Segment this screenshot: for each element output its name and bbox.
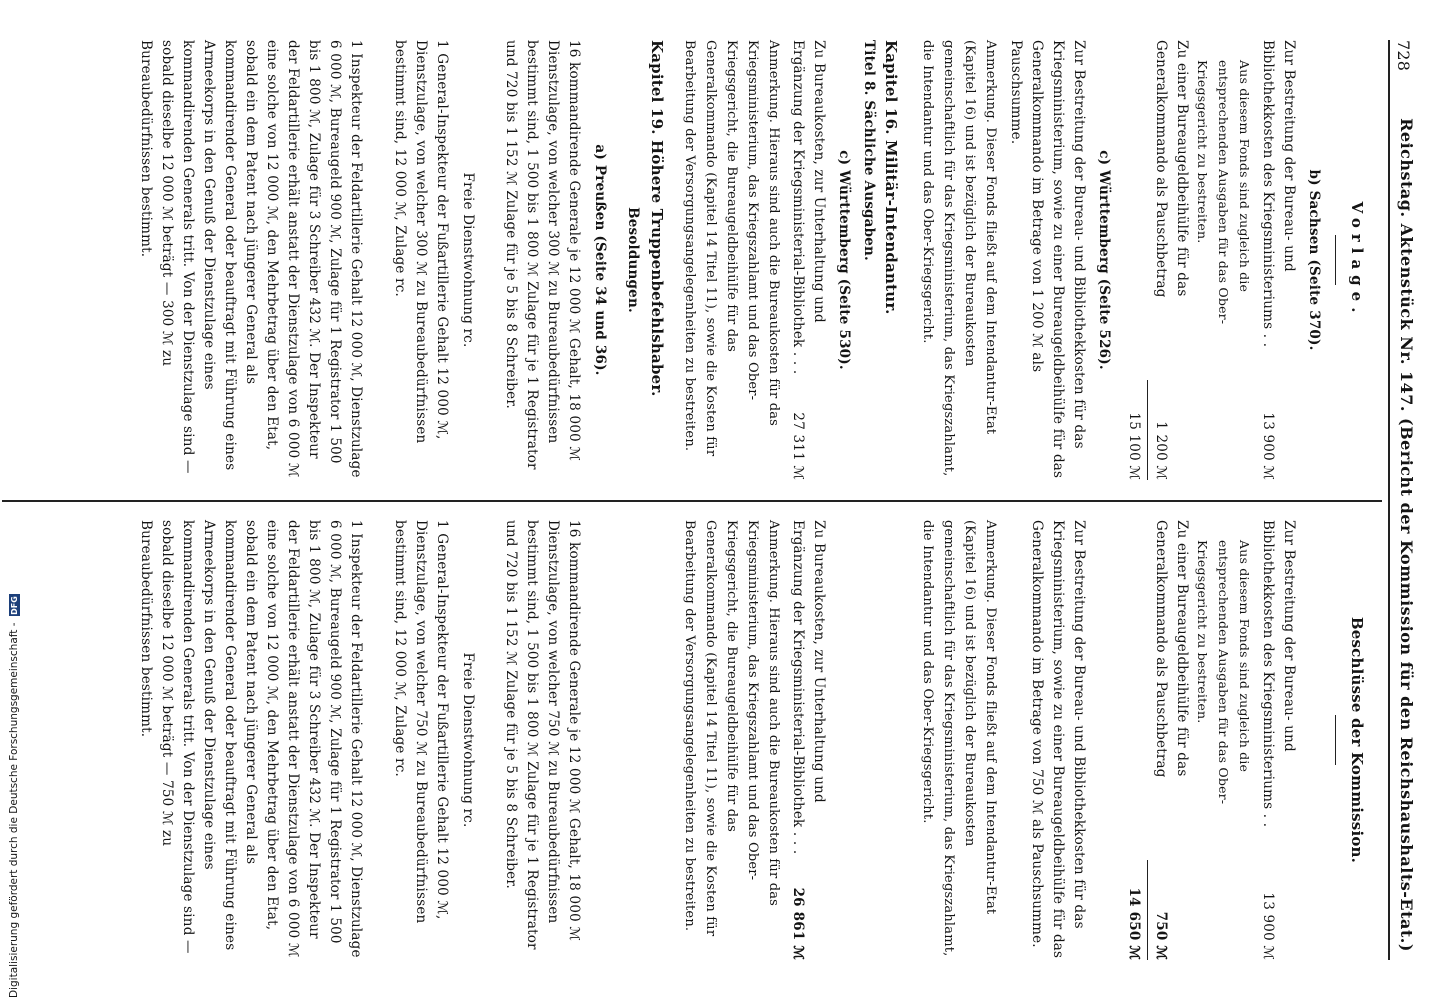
left-saxony-item1-amount: 13 900 ℳ [1260,412,1276,480]
right-kapitel16-text: Zu Bureaukosten, zur Unterhaltung und Ergänzung der Kriegsministerial-Bibliothek . . . [790,520,827,855]
left-prussia-heading: a) Preußen (Seite 34 und 36). [592,144,608,376]
right-column-title: Beschlüsse der Kommission. [1348,616,1366,864]
right-saxony-item1: Zur Bestreitung der Bureau- und Bibliothekkosten des Kriegsministeriums . . [1260,520,1297,828]
left-kapitel19-p2: 1 General-Inspekteur der Fußartillerie Gehalt 12 000 ℳ, Dienstzulage, von welcher 300 ℳ zu Bureaubedürfnissen bestimmt sind, 12 000 ℳ, Zulage rc. [392,40,450,444]
header-rule [1388,40,1390,960]
left-saxony-item2-amount: 1 200 ℳ [1153,421,1169,480]
left-kapitel19-p1b: Freie Dienstwohnung rc. [460,172,476,348]
left-kapitel19-heading: Kapitel 19. Höhere Truppenbefehlshaber. [648,40,666,397]
left-kapitel16-note: Anmerkung. Hieraus sind auch die Bureaukosten für das Kriegsministerium, das Kriegszahlamt und das Ober-Kriegsgericht, die Bureaugeldbeihülfe für das Generalkommando (Kapitel 14 Titel 11), sowie die Kosten für Bearbeitung der Versorgungsangelegenheiten zu bestreiten. [682,40,781,457]
left-kapitel19-p3: 1 Inspekteur der Feldartillerie Gehalt 12 000 ℳ, Dienstzulage 6 000 ℳ, Bureaugeld 900 ℳ, Zulage für 1 Registrator 1 500 bis 1 800 ℳ, Zulage für 3 Schreiber 432 ℳ. Der Inspekteur der Feldartillerie erhält anstatt der Dienstzulage von 6 000 ℳ eine solche von 12 000 ℳ, den Mehrbetrag über den Etat, sobald ein dem Patent nach jüngerer General als kommandirender General oder beauftragt mit Führung eines Armeekorps in den Genuß der Dienstzulage eines kommandirenden Generals tritt. Von der Dienstzulage sind — sobald dieselbe 12 000 ℳ beträgt — 300 ℳ zu Bureaubedürfnissen bestimmt. [138,40,364,478]
left-kapitel19-sub: Besoldungen. [625,207,641,313]
left-kapitel16-sub: Titel 8. Sächliche Ausgaben. [861,40,877,261]
footer-text: Digitalisierung gefördert durch die Deutsche Forschungsgemeinschaft - [8,622,20,998]
left-saxony-sum-line [1147,380,1148,480]
right-kapitel19-p2: 1 General-Inspekteur der Fußartillerie Gehalt 12 000 ℳ, Dienstzulage, von welcher 750 ℳ zu Bureaubedürfnissen bestimmt sind, 12 000 ℳ, Zulage rc. [392,520,450,924]
left-kapitel16-wuerttemberg-heading: c) Württemberg (Seite 530). [836,150,852,370]
page-header: Reichstag. Aktenstück Nr. 147. (Bericht der Kommission für den Reichshaushalts-Etat.) [1397,118,1416,952]
right-kapitel19-p1b: Freie Dienstwohnung rc. [460,652,476,828]
right-kapitel19-p1: 16 kommandirende Generale je 12 000 ℳ Gehalt, 18 000 ℳ Dienstzulage, von welcher 750 ℳ zu Bureaubedürfnissen bestimmt sind, 1 500 bis 1 800 ℳ Zulage für je 1 Registrator und 720 bis 1 152 ℳ Zulage für je 5 bis 8 Schreiber. [503,520,582,950]
left-wuerttemberg-heading: c) Württemberg (Seite 526). [1096,150,1112,370]
left-wuerttemberg-note: Anmerkung. Dieser Fonds fließt auf dem Intendantur-Etat (Kapitel 16) und ist bezüglich der Bureaukosten gemeinschaftlich für das Kriegsministerium, das Kriegszahlamt, die Intendantur und das Ober-Kriegsgericht. [920,40,998,477]
left-wuerttemberg-item1: Zur Bestreitung der Bureau- und Bibliothekkosten für das Kriegsministerium, sowie zu einer Bureaugeldbeihülfe für das Generalkommando im Betrage von 1 200 ℳ als Pauschsumme. [1008,40,1087,479]
dfg-logo: DFG [9,596,19,615]
left-column-title: Vorlage. [1348,201,1366,319]
right-kapitel16-amount: 26 861 ℳ [790,887,806,960]
column-divider [2,500,1382,502]
left-saxony-total: 15 100 ℳ [1126,412,1142,480]
right-saxony-note: Aus diesem Fonds sind zugleich die entsprechenden Ausgaben für das Ober-Kriegsgericht zu bestreiten. [1195,540,1252,805]
left-kapitel16-text: Zu Bureaukosten, zur Unterhaltung und Ergänzung der Kriegsministerial-Bibliothek . . . [790,40,827,375]
page-number: 728 [1394,40,1413,72]
left-kapitel16-heading: Kapitel 16. Militär-Intendantur. [882,40,900,315]
right-saxony-sum-line [1147,860,1148,960]
left-saxony-note: Aus diesem Fonds sind zugleich die entsprechenden Ausgaben für das Ober-Kriegsgericht zu bestreiten. [1195,60,1252,325]
right-kapitel16-note: Anmerkung. Hieraus sind auch die Bureaukosten für das Kriegsministerium, das Kriegszahlamt und das Ober-Kriegsgericht, die Bureaugeldbeihülfe für das Generalkommando (Kapitel 14 Titel 11), sowie die Kosten für Bearbeitung der Versorgungsangelegenheiten zu bestreiten. [682,520,781,937]
left-saxony-item1: Zur Bestreitung der Bureau- und Bibliothekkosten des Kriegsministeriums . . [1260,40,1297,348]
right-wuerttemberg-item1: Zur Bestreitung der Bureau- und Bibliothekkosten für das Kriegsministerium, sowie zu einer Bureaugeldbeihülfe für das Generalkommando im Betrage von 750 ℳ als Pauschsumme. [1029,520,1087,959]
left-kapitel19-p1: 16 kommandirende Generale je 12 000 ℳ Gehalt, 18 000 ℳ Dienstzulage, von welcher 300 ℳ zu Bureaubedürfnissen bestimmt sind, 1 500 bis 1 800 ℳ Zulage für je 1 Registrator und 720 bis 1 152 ℳ Zulage für je 5 bis 8 Schreiber. [503,40,582,470]
right-saxony-item2: Zu einer Bureaugeldbeihülfe für das Generalkommando als Pauschbetrag [1153,520,1190,778]
right-saxony-total: 14 650 ℳ [1126,887,1142,960]
right-saxony-item1-amount: 13 900 ℳ [1260,892,1276,960]
right-saxony-item2-amount: 750 ℳ [1153,911,1169,960]
left-kapitel16-amount: 27 311 ℳ [790,412,806,480]
left-title-rule [1335,235,1336,285]
left-saxony-heading: b) Sachsen (Seite 370). [1306,169,1322,351]
footer-credit [8,594,20,998]
right-wuerttemberg-note: Anmerkung. Dieser Fonds fließt auf dem Intendantur-Etat (Kapitel 16) und ist bezüglich der Bureaukosten gemeinschaftlich für das Kriegsministerium, das Kriegszahlamt, die Intendantur und das Ober-Kriegsgericht. [920,520,998,957]
right-title-rule [1335,715,1336,765]
left-saxony-item2: Zu einer Bureaugeldbeihülfe für das Generalkommando als Pauschbetrag [1153,40,1190,298]
right-kapitel19-p3: 1 Inspekteur der Feldartillerie Gehalt 12 000 ℳ, Dienstzulage 6 000 ℳ, Bureaugeld 900 ℳ, Zulage für 1 Registrator 1 500 bis 1 800 ℳ, Zulage für 3 Schreiber 432 ℳ. Der Inspekteur der Feldartillerie erhält anstatt der Dienstzulage von 6 000 ℳ eine solche von 12 000 ℳ, den Mehrbetrag über den Etat, sobald ein dem Patent nach jüngerer General als kommandirender General oder beauftragt mit Führung eines Armeekorps in den Genuß der Dienstzulage eines kommandirenden Generals tritt. Von der Dienstzulage sind — sobald dieselbe 12 000 ℳ beträgt — 750 ℳ zu Bureaubedürfnissen bestimmt. [138,520,364,958]
